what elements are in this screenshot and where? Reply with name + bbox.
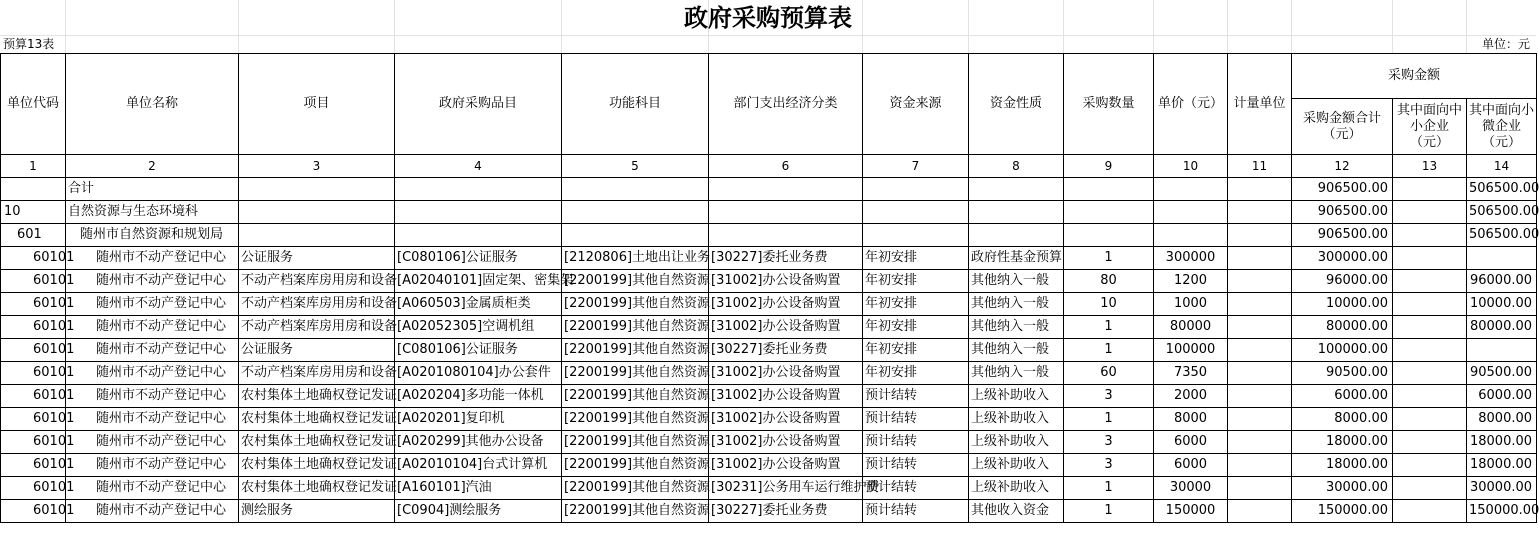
function-cell: [2200199]其他自然资源 <box>562 500 709 523</box>
sme-cell <box>1393 247 1467 270</box>
qty-cell: 1 <box>1064 477 1154 500</box>
qty-cell: 60 <box>1064 362 1154 385</box>
unit-name-cell: 随州市不动产登记中心 <box>66 385 239 408</box>
empty-cell <box>239 201 395 224</box>
column-number-cell: 10 <box>1154 155 1228 178</box>
catalog-cell: [C080106]公证服务 <box>395 247 562 270</box>
header-amount-group: 采购金额 <box>1292 54 1537 99</box>
fund-source-cell: 预计结转 <box>863 477 969 500</box>
function-cell: [2200199]其他自然资源 <box>562 477 709 500</box>
summary-row <box>1 201 1537 224</box>
unit-code-cell: 10 <box>1 201 66 224</box>
header-fund-source: 资金来源 <box>863 54 969 155</box>
project-cell: 不动产档案库房用房和设备 <box>239 293 395 316</box>
qty-cell: 1 <box>1064 339 1154 362</box>
fund-nature-cell: 上级补助收入 <box>969 454 1064 477</box>
micro-cell: 506500.00 <box>1467 224 1537 247</box>
fund-source-cell: 年初安排 <box>863 362 969 385</box>
sme-cell <box>1393 454 1467 477</box>
empty-cell <box>395 178 562 201</box>
header-micro: 其中面向小微企业（元） <box>1467 99 1537 155</box>
econ-cell: [30227]委托业务费 <box>709 247 863 270</box>
price-cell: 300000 <box>1154 247 1228 270</box>
unit-code-cell: 60101 <box>1 362 66 385</box>
unit-code-cell <box>1 178 66 201</box>
catalog-cell: [A160101]汽油 <box>395 477 562 500</box>
fund-nature-cell: 政府性基金预算 <box>969 247 1064 270</box>
unit-code-cell: 60101 <box>1 339 66 362</box>
price-cell: 80000 <box>1154 316 1228 339</box>
amount-total-cell: 300000.00 <box>1292 247 1393 270</box>
empty-cell <box>709 201 863 224</box>
unit-name-cell: 随州市不动产登记中心 <box>66 293 239 316</box>
table-row <box>1 408 1537 431</box>
catalog-cell: [A02040101]固定架、密集架 <box>395 270 562 293</box>
price-cell: 150000 <box>1154 500 1228 523</box>
price-cell: 2000 <box>1154 385 1228 408</box>
sme-cell <box>1393 477 1467 500</box>
fund-nature-cell: 其他纳入一般 <box>969 293 1064 316</box>
column-number-cell: 4 <box>395 155 562 178</box>
unit-code-cell: 60101 <box>1 408 66 431</box>
price-cell: 30000 <box>1154 477 1228 500</box>
unit-name-cell: 随州市自然资源和规划局 <box>66 224 239 247</box>
measure-cell <box>1228 385 1292 408</box>
measure-cell <box>1228 431 1292 454</box>
column-number-cell: 11 <box>1228 155 1292 178</box>
table-row <box>1 477 1537 500</box>
catalog-cell: [A02052305]空调机组 <box>395 316 562 339</box>
micro-cell: 96000.00 <box>1467 270 1537 293</box>
amount-total-cell: 90500.00 <box>1292 362 1393 385</box>
function-cell: [2200199]其他自然资源 <box>562 431 709 454</box>
econ-cell: [31002]办公设备购置 <box>709 408 863 431</box>
unit-label: 单位：元 <box>1481 37 1530 51</box>
fund-source-cell: 预计结转 <box>863 385 969 408</box>
amount-total-cell: 906500.00 <box>1292 201 1393 224</box>
sme-cell <box>1393 408 1467 431</box>
fund-nature-cell: 其他收入资金 <box>969 500 1064 523</box>
header-unit-code: 单位代码 <box>1 54 66 155</box>
function-cell: [2200199]其他自然资源 <box>562 316 709 339</box>
empty-cell <box>1154 224 1228 247</box>
micro-cell: 10000.00 <box>1467 293 1537 316</box>
econ-cell: [31002]办公设备购置 <box>709 454 863 477</box>
measure-cell <box>1228 247 1292 270</box>
measure-cell <box>1228 477 1292 500</box>
micro-cell: 6000.00 <box>1467 385 1537 408</box>
function-cell: [2200199]其他自然资源 <box>562 408 709 431</box>
header-measure: 计量单位 <box>1228 54 1292 155</box>
empty-cell <box>709 224 863 247</box>
amount-total-cell: 10000.00 <box>1292 293 1393 316</box>
sme-cell <box>1393 431 1467 454</box>
unit-name-cell: 随州市不动产登记中心 <box>66 247 239 270</box>
qty-cell: 1 <box>1064 408 1154 431</box>
column-number-row <box>1 155 1537 178</box>
empty-cell <box>969 224 1064 247</box>
micro-cell <box>1467 247 1537 270</box>
econ-cell: [30227]委托业务费 <box>709 339 863 362</box>
micro-cell: 506500.00 <box>1467 201 1537 224</box>
sme-cell <box>1393 224 1467 247</box>
qty-cell: 1 <box>1064 247 1154 270</box>
project-cell: 测绘服务 <box>239 500 395 523</box>
micro-cell: 90500.00 <box>1467 362 1537 385</box>
price-cell: 1200 <box>1154 270 1228 293</box>
price-cell: 100000 <box>1154 339 1228 362</box>
qty-cell: 10 <box>1064 293 1154 316</box>
measure-cell <box>1228 293 1292 316</box>
fund-source-cell: 年初安排 <box>863 247 969 270</box>
function-cell: [2200199]其他自然资源 <box>562 385 709 408</box>
fund-nature-cell: 其他纳入一般 <box>969 362 1064 385</box>
micro-cell: 506500.00 <box>1467 178 1537 201</box>
table-row <box>1 500 1537 523</box>
fund-source-cell: 年初安排 <box>863 339 969 362</box>
empty-cell <box>1064 201 1154 224</box>
table-row <box>1 431 1537 454</box>
unit-name-cell: 随州市不动产登记中心 <box>66 339 239 362</box>
catalog-cell: [A020299]其他办公设备 <box>395 431 562 454</box>
header-fund-nature: 资金性质 <box>969 54 1064 155</box>
price-cell: 1000 <box>1154 293 1228 316</box>
fund-source-cell: 年初安排 <box>863 270 969 293</box>
econ-cell: [31002]办公设备购置 <box>709 431 863 454</box>
price-cell: 8000 <box>1154 408 1228 431</box>
summary-row <box>1 224 1537 247</box>
amount-total-cell: 18000.00 <box>1292 454 1393 477</box>
price-cell: 6000 <box>1154 454 1228 477</box>
project-cell: 农村集体土地确权登记发证 <box>239 431 395 454</box>
sme-cell <box>1393 500 1467 523</box>
project-cell: 农村集体土地确权登记发证 <box>239 385 395 408</box>
header-catalog: 政府采购品目 <box>395 54 562 155</box>
unit-name-cell: 合计 <box>66 178 239 201</box>
empty-cell <box>239 224 395 247</box>
column-number-cell: 14 <box>1467 155 1537 178</box>
header-function: 功能科目 <box>562 54 709 155</box>
function-cell: [2200199]其他自然资源 <box>562 454 709 477</box>
econ-cell: [31002]办公设备购置 <box>709 316 863 339</box>
header-amount-total: 采购金额合计（元） <box>1292 99 1393 155</box>
unit-code-cell: 60101 <box>1 293 66 316</box>
empty-cell <box>969 178 1064 201</box>
table-row <box>1 362 1537 385</box>
qty-cell: 1 <box>1064 500 1154 523</box>
econ-cell: [31002]办公设备购置 <box>709 385 863 408</box>
header-project: 项目 <box>239 54 395 155</box>
fund-nature-cell: 其他纳入一般 <box>969 339 1064 362</box>
unit-code-cell: 60101 <box>1 500 66 523</box>
sme-cell <box>1393 362 1467 385</box>
unit-name-cell: 随州市不动产登记中心 <box>66 408 239 431</box>
catalog-cell: [A020201]复印机 <box>395 408 562 431</box>
amount-total-cell: 150000.00 <box>1292 500 1393 523</box>
amount-total-cell: 96000.00 <box>1292 270 1393 293</box>
econ-cell: [31002]办公设备购置 <box>709 270 863 293</box>
fund-nature-cell: 上级补助收入 <box>969 408 1064 431</box>
empty-cell <box>1064 224 1154 247</box>
sme-cell <box>1393 270 1467 293</box>
unit-name-cell: 随州市不动产登记中心 <box>66 270 239 293</box>
unit-code-cell: 601 <box>1 224 66 247</box>
unit-name-cell: 随州市不动产登记中心 <box>66 362 239 385</box>
fund-nature-cell: 其他纳入一般 <box>969 270 1064 293</box>
column-number-cell: 9 <box>1064 155 1154 178</box>
measure-cell <box>1228 362 1292 385</box>
fund-source-cell: 预计结转 <box>863 454 969 477</box>
amount-total-cell: 100000.00 <box>1292 339 1393 362</box>
unit-name-cell: 自然资源与生态环境科 <box>66 201 239 224</box>
empty-cell <box>863 201 969 224</box>
header-sme: 其中面向中小企业（元） <box>1393 99 1467 155</box>
column-number-cell: 6 <box>709 155 863 178</box>
amount-total-cell: 8000.00 <box>1292 408 1393 431</box>
unit-name-cell: 随州市不动产登记中心 <box>66 316 239 339</box>
qty-cell: 3 <box>1064 385 1154 408</box>
column-number-cell: 1 <box>1 155 66 178</box>
project-cell: 不动产档案库房用房和设备 <box>239 270 395 293</box>
table-row <box>1 247 1537 270</box>
header-unit-name: 单位名称 <box>66 54 239 155</box>
unit-name-cell: 随州市不动产登记中心 <box>66 431 239 454</box>
qty-cell: 3 <box>1064 454 1154 477</box>
sme-cell <box>1393 201 1467 224</box>
function-cell: [2200199]其他自然资源 <box>562 293 709 316</box>
column-number-cell: 7 <box>863 155 969 178</box>
function-cell: [2200199]其他自然资源 <box>562 362 709 385</box>
measure-cell <box>1228 316 1292 339</box>
sme-cell <box>1393 385 1467 408</box>
table-row <box>1 293 1537 316</box>
project-cell: 不动产档案库房用房和设备 <box>239 316 395 339</box>
qty-cell: 80 <box>1064 270 1154 293</box>
column-number-cell: 8 <box>969 155 1064 178</box>
project-cell: 农村集体土地确权登记发证 <box>239 454 395 477</box>
econ-cell: [30231]公务用车运行维护费 <box>709 477 863 500</box>
column-number-cell: 12 <box>1292 155 1393 178</box>
fund-source-cell: 预计结转 <box>863 500 969 523</box>
econ-cell: [31002]办公设备购置 <box>709 362 863 385</box>
function-cell: [2200199]其他自然资源 <box>562 270 709 293</box>
fund-source-cell: 年初安排 <box>863 316 969 339</box>
fund-source-cell: 预计结转 <box>863 408 969 431</box>
sme-cell <box>1393 293 1467 316</box>
project-cell: 公证服务 <box>239 247 395 270</box>
page-title: 政府采购预算表 <box>684 3 852 32</box>
fund-nature-cell: 其他纳入一般 <box>969 316 1064 339</box>
micro-cell: 80000.00 <box>1467 316 1537 339</box>
micro-cell <box>1467 339 1537 362</box>
catalog-cell: [A060503]金属质柜类 <box>395 293 562 316</box>
micro-cell: 30000.00 <box>1467 477 1537 500</box>
empty-cell <box>863 224 969 247</box>
unit-code-cell: 60101 <box>1 477 66 500</box>
header-econ: 部门支出经济分类 <box>709 54 863 155</box>
empty-cell <box>562 201 709 224</box>
fund-nature-cell: 上级补助收入 <box>969 477 1064 500</box>
empty-cell <box>1154 178 1228 201</box>
sheet-gridline <box>0 35 1536 36</box>
catalog-cell: [A0201080104]办公套件 <box>395 362 562 385</box>
measure-cell <box>1228 454 1292 477</box>
unit-name-cell: 随州市不动产登记中心 <box>66 477 239 500</box>
unit-code-cell: 60101 <box>1 431 66 454</box>
summary-row <box>1 178 1537 201</box>
sme-cell <box>1393 316 1467 339</box>
catalog-cell: [A02010104]台式计算机 <box>395 454 562 477</box>
econ-cell: [30227]委托业务费 <box>709 500 863 523</box>
empty-cell <box>1228 224 1292 247</box>
fund-source-cell: 年初安排 <box>863 293 969 316</box>
table-row <box>1 454 1537 477</box>
unit-code-cell: 60101 <box>1 316 66 339</box>
catalog-cell: [C080106]公证服务 <box>395 339 562 362</box>
empty-cell <box>1154 201 1228 224</box>
empty-cell <box>395 201 562 224</box>
project-cell: 公证服务 <box>239 339 395 362</box>
unit-code-cell: 60101 <box>1 385 66 408</box>
table-row <box>1 385 1537 408</box>
catalog-cell: [C0904]测绘服务 <box>395 500 562 523</box>
sme-cell <box>1393 178 1467 201</box>
fund-nature-cell: 上级补助收入 <box>969 431 1064 454</box>
table-row <box>1 316 1537 339</box>
amount-total-cell: 80000.00 <box>1292 316 1393 339</box>
catalog-cell: [A020204]多功能一体机 <box>395 385 562 408</box>
empty-cell <box>562 224 709 247</box>
empty-cell <box>1064 178 1154 201</box>
measure-cell <box>1228 270 1292 293</box>
function-cell: [2120806]土地出让业务 <box>562 247 709 270</box>
fund-source-cell: 预计结转 <box>863 431 969 454</box>
amount-total-cell: 6000.00 <box>1292 385 1393 408</box>
amount-total-cell: 18000.00 <box>1292 431 1393 454</box>
micro-cell: 18000.00 <box>1467 454 1537 477</box>
empty-cell <box>863 178 969 201</box>
sheet-label: 预算13表 <box>3 37 55 51</box>
micro-cell: 150000.00 <box>1467 500 1537 523</box>
unit-name-cell: 随州市不动产登记中心 <box>66 454 239 477</box>
sme-cell <box>1393 339 1467 362</box>
header-qty: 采购数量 <box>1064 54 1154 155</box>
header-price: 单价（元） <box>1154 54 1228 155</box>
function-cell: [2200199]其他自然资源 <box>562 339 709 362</box>
empty-cell <box>562 178 709 201</box>
unit-code-cell: 60101 <box>1 270 66 293</box>
column-number-cell: 2 <box>66 155 239 178</box>
empty-cell <box>395 224 562 247</box>
price-cell: 7350 <box>1154 362 1228 385</box>
micro-cell: 18000.00 <box>1467 431 1537 454</box>
measure-cell <box>1228 408 1292 431</box>
empty-cell <box>1228 201 1292 224</box>
procurement-budget-table <box>0 53 1537 523</box>
project-cell: 农村集体土地确权登记发证 <box>239 477 395 500</box>
micro-cell: 8000.00 <box>1467 408 1537 431</box>
empty-cell <box>709 178 863 201</box>
empty-cell <box>969 201 1064 224</box>
measure-cell <box>1228 500 1292 523</box>
table-row <box>1 270 1537 293</box>
project-cell: 农村集体土地确权登记发证 <box>239 408 395 431</box>
amount-total-cell: 906500.00 <box>1292 224 1393 247</box>
table-row <box>1 339 1537 362</box>
unit-code-cell: 60101 <box>1 247 66 270</box>
project-cell: 不动产档案库房用房和设备 <box>239 362 395 385</box>
fund-nature-cell: 上级补助收入 <box>969 385 1064 408</box>
qty-cell: 3 <box>1064 431 1154 454</box>
amount-total-cell: 906500.00 <box>1292 178 1393 201</box>
column-number-cell: 13 <box>1393 155 1467 178</box>
price-cell: 6000 <box>1154 431 1228 454</box>
qty-cell: 1 <box>1064 316 1154 339</box>
unit-name-cell: 随州市不动产登记中心 <box>66 500 239 523</box>
measure-cell <box>1228 339 1292 362</box>
column-number-cell: 5 <box>562 155 709 178</box>
amount-total-cell: 30000.00 <box>1292 477 1393 500</box>
econ-cell: [31002]办公设备购置 <box>709 293 863 316</box>
empty-cell <box>1228 178 1292 201</box>
column-number-cell: 3 <box>239 155 395 178</box>
empty-cell <box>239 178 395 201</box>
unit-code-cell: 60101 <box>1 454 66 477</box>
